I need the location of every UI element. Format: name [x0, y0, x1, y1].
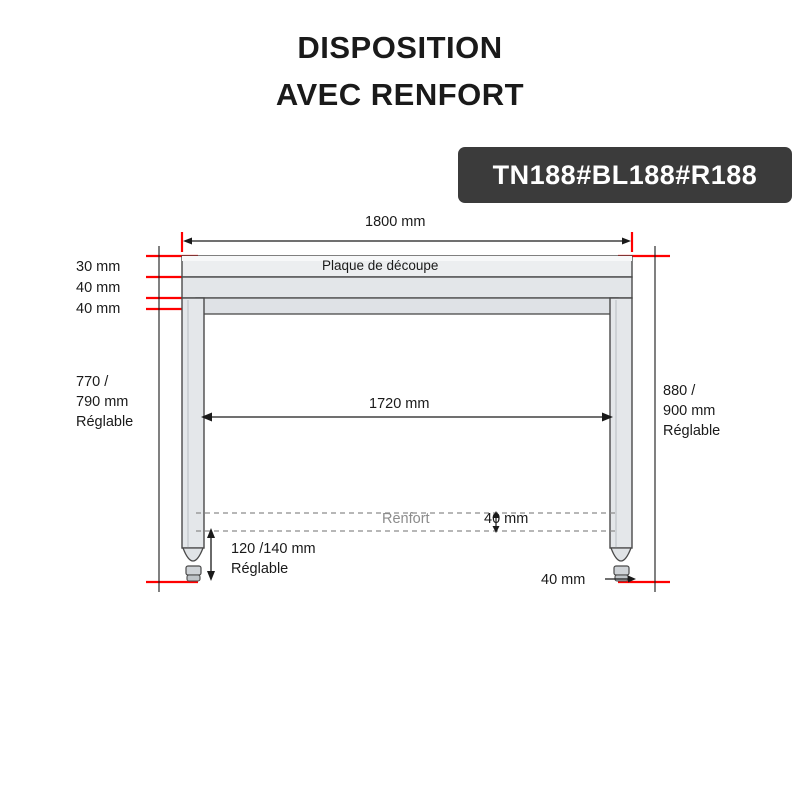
label-total-width: 1800 mm: [365, 214, 426, 230]
dimension-foot-height: [207, 528, 215, 581]
label-reinforcement-thickness: 40 mm: [484, 511, 529, 527]
page-title-line-2: AVEC RENFORT: [275, 77, 525, 112]
label-left-height: 770 / 790 mm Réglable: [76, 374, 134, 430]
label-leg-width: 40 mm: [541, 572, 586, 588]
leg-left: [182, 298, 204, 581]
label-thickness-40-b: 40 mm: [76, 301, 121, 317]
dimension-inner-width: [201, 413, 613, 422]
label-thickness-40-a: 40 mm: [76, 280, 121, 296]
label-reinforcement: Renfort: [382, 511, 430, 527]
leg-right: [610, 298, 632, 581]
dimension-top-width: [183, 238, 631, 245]
page-title-line-1: DISPOSITION: [297, 30, 503, 65]
label-worktop: Plaque de découpe: [322, 258, 439, 273]
label-inner-width: 1720 mm: [369, 396, 430, 412]
label-right-height: 880 / 900 mm Réglable: [663, 383, 721, 439]
worktop-front-edge: [182, 277, 632, 298]
label-thickness-30: 30 mm: [76, 259, 121, 275]
label-foot-height: 120 /140 mm Réglable: [231, 541, 316, 577]
product-code-label: TN188#BL188#R188: [492, 159, 758, 190]
frame-rail: [196, 298, 618, 314]
